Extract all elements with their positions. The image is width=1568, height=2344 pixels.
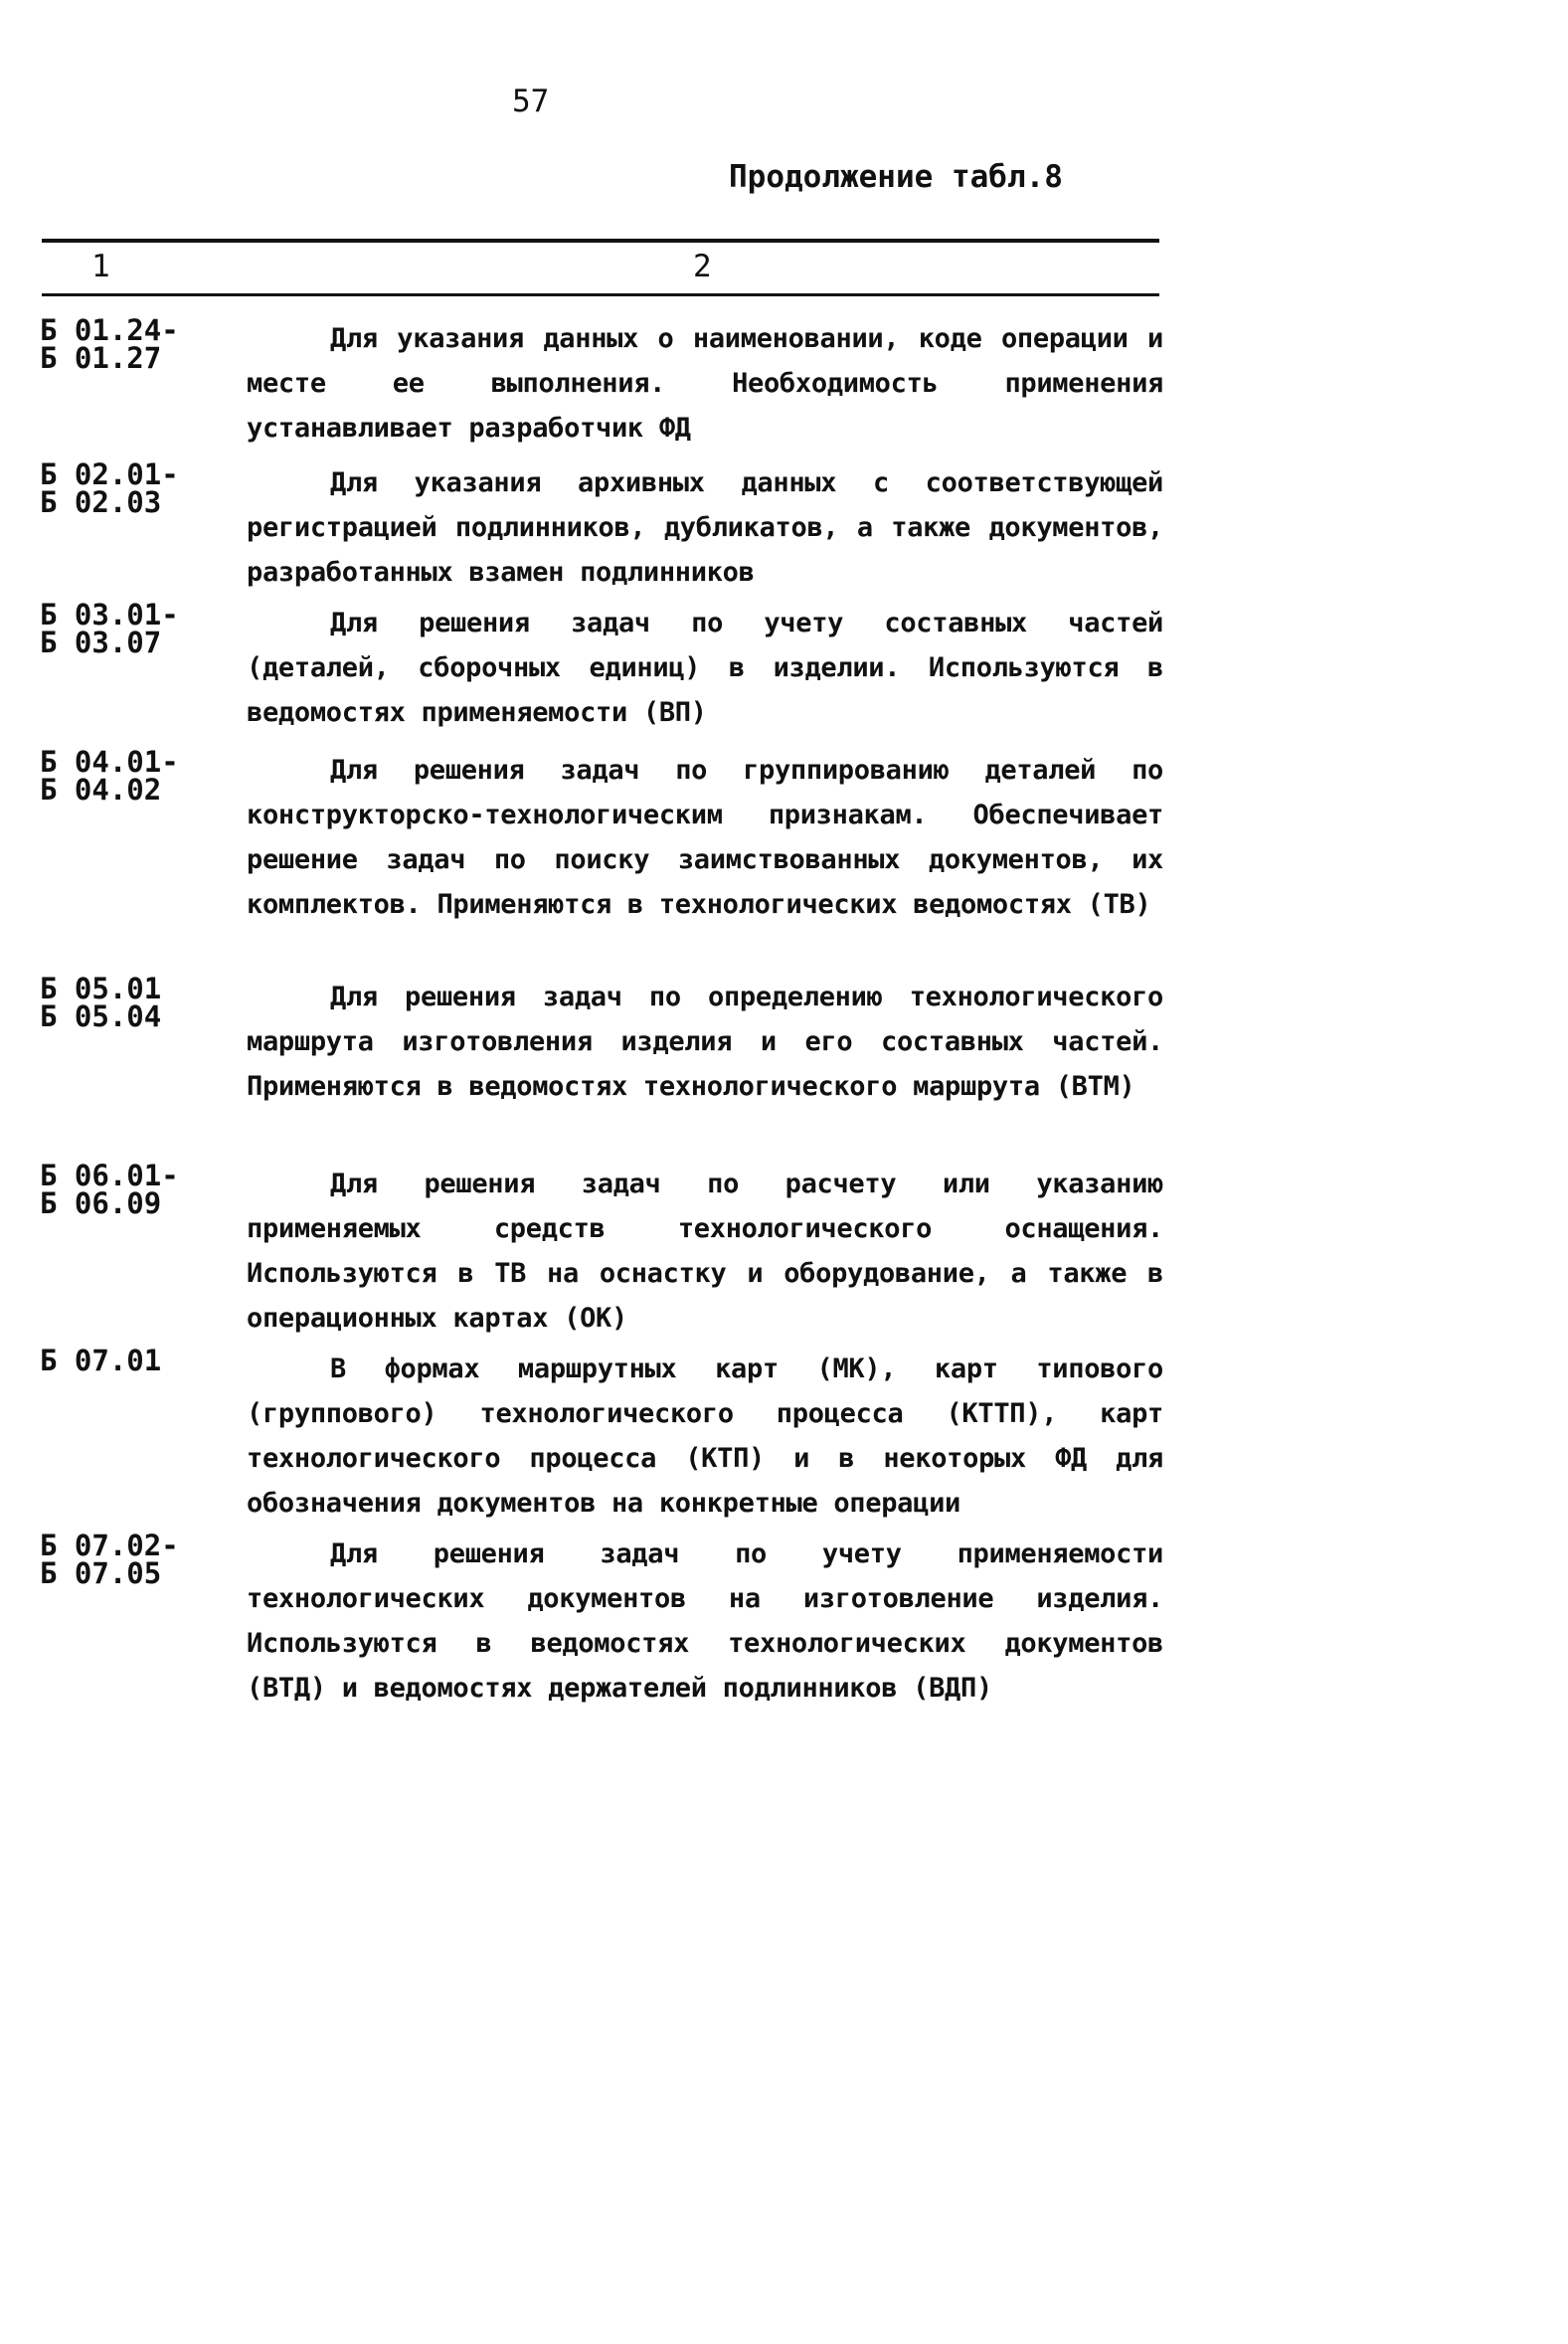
code-to: Б 04.02: [40, 773, 162, 807]
code-from: Б 01.24-: [40, 313, 179, 347]
code-to: Б 02.03: [40, 485, 162, 519]
description-cell: Для решения задач по учету применяемости технологических документов на изготовление изделия. Используются в ведомостях технологических документов (ВТД) и ведомостях держателей подлинников (ВДП): [247, 1538, 1163, 1704]
description-cell: Для указания данных о наименовании, коде операции и месте ее выполнения. Необходимость применения устанавливает разработчик ФД: [247, 323, 1163, 444]
code-cell: [40, 457, 239, 519]
code-cell: [40, 972, 239, 1033]
code-cell: [40, 745, 239, 807]
description-cell: В формах маршрутных карт (МК), карт типового (группового) технологического процесса (КТТП), карт технологического процесса (КТП) и в некоторых ФД для обозначения документов на конкретные операции: [247, 1353, 1163, 1519]
description-cell: Для решения задач по группированию деталей по конструкторско-технологическим признакам. Обеспечивает решение задач по поиску заимствованных документов, их комплектов. Применяются в технологических ведомостях (ТВ): [247, 755, 1163, 920]
table-continuation-caption: Продолжение табл.8: [729, 159, 1063, 195]
description-cell: Для решения задач по определению технологического маршрута изготовления изделия и его составных частей. Применяются в ведомостях технологического маршрута (ВТМ): [247, 982, 1163, 1102]
code-from: Б 03.01-: [40, 598, 179, 631]
column-header-1: 1: [91, 249, 110, 284]
code-to: Б 05.04: [40, 999, 162, 1033]
code-to: Б 03.07: [40, 626, 162, 659]
code-from: Б 04.01-: [40, 745, 179, 779]
description-cell: Для решения задач по учету составных частей (деталей, сборочных единиц) в изделии. Используются в ведомостях применяемости (ВП): [247, 608, 1163, 728]
code-from: Б 07.02-: [40, 1529, 179, 1562]
code-from: Б 02.01-: [40, 457, 179, 491]
column-header-2: 2: [693, 249, 712, 284]
code-cell: [40, 1159, 239, 1220]
code-cell: [40, 1344, 239, 1377]
description-cell: Для решения задач по расчету или указанию применяемых средств технологического оснащения. Используются в ТВ на оснастку и оборудование, а также в операционных картах (ОК): [247, 1169, 1163, 1334]
code-from: Б 07.01: [40, 1344, 162, 1377]
code-cell: [40, 1529, 239, 1590]
code-to: Б 07.05: [40, 1556, 162, 1590]
page-number: 57: [512, 84, 550, 119]
code-to: Б 06.09: [40, 1186, 162, 1220]
code-from: Б 06.01-: [40, 1159, 179, 1192]
table-top-rule: [42, 239, 1159, 243]
description-cell: Для указания архивных данных с соответствующей регистрацией подлинников, дубликатов, а также документов, разработанных взамен подлинников: [247, 467, 1163, 588]
code-cell: [40, 598, 239, 659]
code-cell: [40, 313, 239, 375]
code-from: Б 05.01: [40, 972, 162, 1005]
code-to: Б 01.27: [40, 341, 162, 375]
table-header-rule: [42, 293, 1159, 296]
